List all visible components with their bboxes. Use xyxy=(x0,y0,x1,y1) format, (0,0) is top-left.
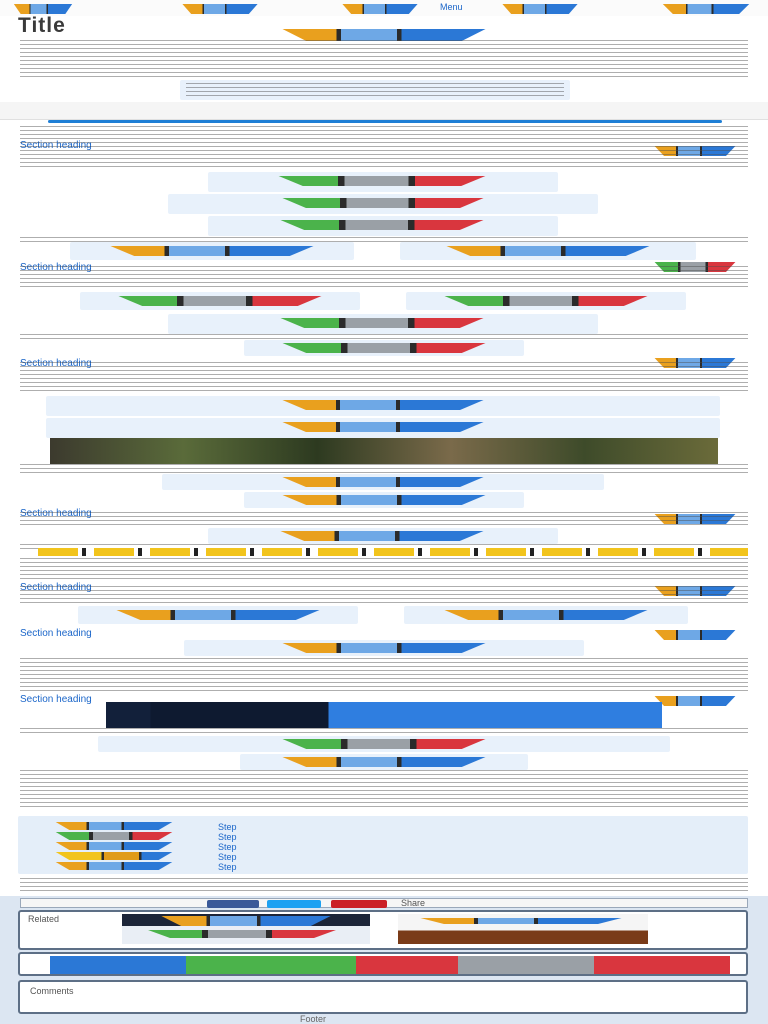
summary-cube-icon xyxy=(52,862,176,870)
section-heading: Section heading xyxy=(20,140,92,151)
share-label: Share xyxy=(401,898,426,908)
algorithm-box xyxy=(80,292,360,310)
algorithm-box xyxy=(404,606,688,624)
step-cube-icon xyxy=(276,198,490,208)
step-cube-icon xyxy=(276,643,492,653)
section-heading: Section heading xyxy=(20,508,92,519)
section-text xyxy=(20,126,748,170)
related-cube-icon xyxy=(142,930,342,938)
nav-cube-icon[interactable] xyxy=(340,4,420,14)
step-cube-icon xyxy=(276,495,492,505)
closing-text xyxy=(20,878,748,892)
nav-cube-icon[interactable] xyxy=(500,4,580,14)
progress-rule xyxy=(48,120,722,123)
summary-cube-icon xyxy=(52,842,176,850)
related-posts xyxy=(18,910,748,950)
algorithm-box xyxy=(244,340,524,356)
facebook-share-icon[interactable] xyxy=(207,900,259,908)
section-cube-icon xyxy=(652,696,738,706)
algorithm-box xyxy=(46,396,720,416)
algorithm-box xyxy=(168,314,598,334)
algorithm-box xyxy=(400,242,696,260)
section-heading: Section heading xyxy=(20,582,92,593)
footer-text: Footer xyxy=(300,1014,327,1024)
featured-image xyxy=(50,956,730,974)
related-label: Related xyxy=(28,914,60,924)
featured-image-card[interactable] xyxy=(18,952,748,976)
step-cube-icon xyxy=(110,610,326,620)
summary-item[interactable]: Step xyxy=(218,862,237,872)
summary-cube-icon xyxy=(52,822,176,830)
step-cube-icon xyxy=(112,296,328,306)
summary-item[interactable]: Step xyxy=(218,822,237,832)
algorithm-box xyxy=(78,606,358,624)
top-nav xyxy=(0,0,768,16)
page-title: Title xyxy=(18,14,66,37)
algorithm-box xyxy=(70,242,354,260)
step-cube-icon xyxy=(438,610,654,620)
intro-formula xyxy=(180,80,570,100)
algorithm-box xyxy=(208,172,558,192)
twitter-share-icon[interactable] xyxy=(267,900,321,908)
section-cube-icon xyxy=(652,630,738,640)
summary-item[interactable]: Step xyxy=(218,832,237,842)
step-cube-icon xyxy=(104,246,320,256)
nav-cube-icon[interactable] xyxy=(180,4,260,14)
algorithm-box xyxy=(184,640,584,656)
formula-text xyxy=(186,83,564,97)
related-thumb[interactable] xyxy=(122,914,370,944)
step-cube-icon xyxy=(274,318,490,328)
related-thumb[interactable] xyxy=(398,914,648,944)
step-cube-icon xyxy=(440,246,656,256)
algorithm-box xyxy=(46,418,720,438)
section-text xyxy=(20,512,748,528)
step-cube-icon xyxy=(276,477,490,487)
promo-banner[interactable] xyxy=(106,702,662,728)
summary-box xyxy=(18,816,748,874)
nav-cube-icon[interactable] xyxy=(12,4,74,14)
nav-cube-icon[interactable] xyxy=(660,4,752,14)
algorithm-box xyxy=(244,492,524,508)
section-heading: Section heading xyxy=(20,628,92,639)
section-text xyxy=(20,586,748,604)
summary-cube-icon xyxy=(52,852,176,860)
section-heading: Section heading xyxy=(20,694,92,705)
summary-item[interactable]: Step xyxy=(218,842,237,852)
intro-paragraph xyxy=(20,40,748,78)
nav-link[interactable]: Menu xyxy=(440,2,463,12)
move-sequence xyxy=(38,548,748,556)
comments-card[interactable] xyxy=(18,980,748,1014)
step-cube-icon xyxy=(272,176,492,186)
algorithm-box xyxy=(162,474,604,490)
divider-bar xyxy=(0,102,768,120)
section-text xyxy=(20,658,748,692)
step-cube-icon xyxy=(276,757,492,767)
share-bar xyxy=(20,898,748,908)
summary-cube-icon xyxy=(52,832,176,840)
step-cube-icon xyxy=(276,343,492,353)
section-text xyxy=(20,770,748,810)
step-cube-icon xyxy=(276,422,490,432)
step-cube-icon xyxy=(276,739,492,749)
section-text xyxy=(20,266,748,290)
comments-label: Comments xyxy=(30,986,74,996)
algorithm-box xyxy=(208,528,558,544)
section-heading: Section heading xyxy=(20,262,92,273)
section-text xyxy=(20,362,748,392)
step-cube-icon xyxy=(274,220,490,230)
algorithm-box xyxy=(240,754,528,770)
article-photo xyxy=(50,438,718,464)
summary-item[interactable]: Step xyxy=(218,852,237,862)
step-cube-icon xyxy=(274,531,490,541)
algorithm-box xyxy=(98,736,670,752)
related-cube-icon xyxy=(156,916,336,926)
algorithm-box xyxy=(168,194,598,214)
step-cube-icon xyxy=(438,296,654,306)
section-text xyxy=(20,558,748,582)
algorithm-box xyxy=(208,216,558,236)
pinterest-share-icon[interactable] xyxy=(331,900,387,908)
step-cube-icon xyxy=(276,400,490,410)
section-text xyxy=(20,728,748,736)
related-cube-icon xyxy=(414,918,628,924)
algorithm-box xyxy=(406,292,686,310)
section-heading: Section heading xyxy=(20,358,92,369)
